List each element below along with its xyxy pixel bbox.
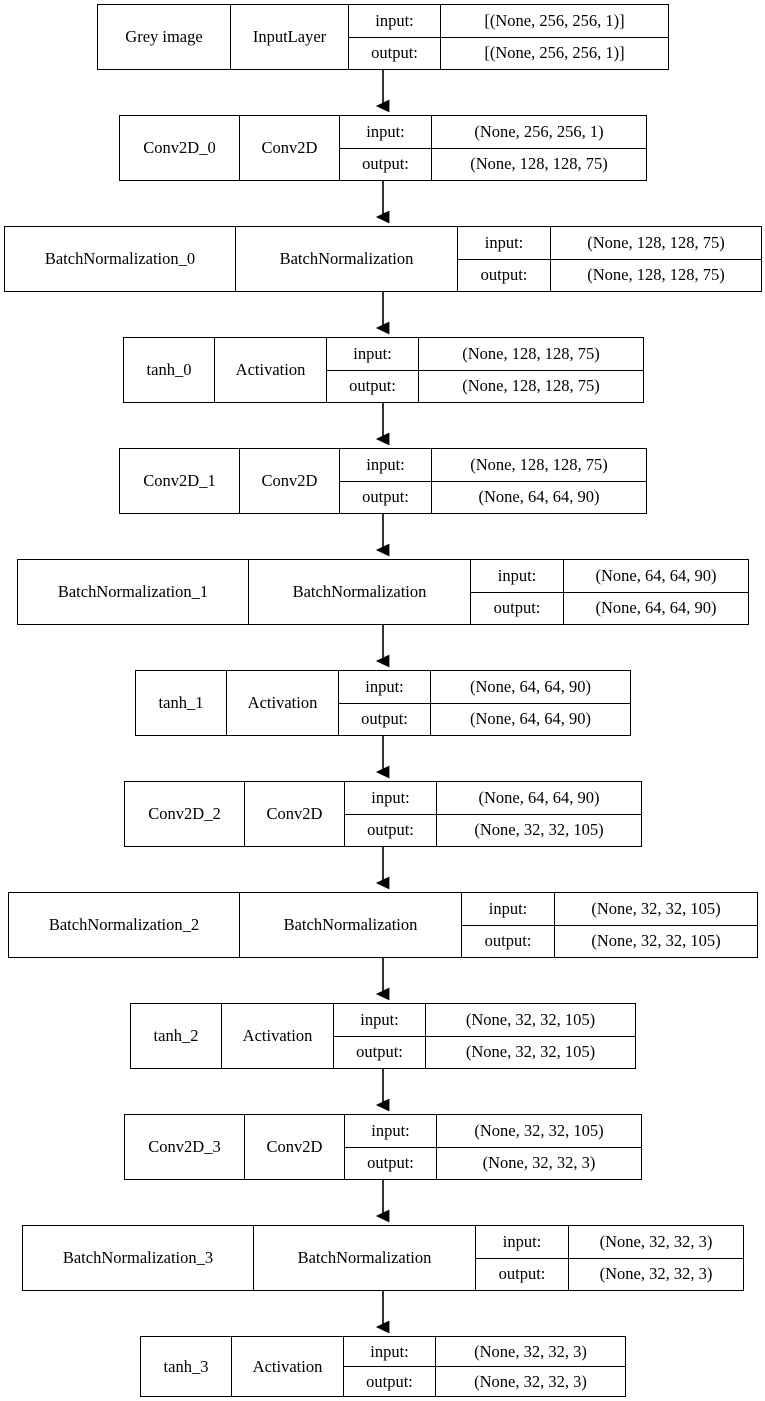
layer-io-block <box>471 560 748 624</box>
output-label: output: <box>327 371 419 403</box>
layer-node[interactable] <box>124 781 642 847</box>
input-label: input: <box>349 5 441 37</box>
layer-name: BatchNormalization_2 <box>9 893 240 957</box>
layer-name: BatchNormalization_3 <box>23 1226 254 1290</box>
layer-output-row <box>458 260 761 292</box>
layer-output-row <box>462 926 757 958</box>
output-shape: (None, 32, 32, 105) <box>474 820 604 840</box>
layer-name: Grey image <box>98 5 231 69</box>
input-label: input: <box>339 671 431 703</box>
output-shape: (None, 128, 128, 75) <box>470 154 608 174</box>
layer-output-row <box>345 815 641 847</box>
input-shape: (None, 128, 128, 75) <box>587 232 725 252</box>
layer-type: Conv2D <box>245 1115 345 1179</box>
layer-name: tanh_1 <box>136 671 227 735</box>
layer-io-block <box>476 1226 743 1290</box>
layer-input-row <box>334 1004 635 1037</box>
layer-input-row <box>476 1226 743 1259</box>
output-shape: (None, 32, 32, 3) <box>474 1371 587 1391</box>
layer-output-row <box>339 704 630 736</box>
output-label: output: <box>462 926 555 958</box>
layer-name: tanh_0 <box>124 338 215 402</box>
input-label: input: <box>458 227 551 259</box>
layer-io-block <box>462 893 757 957</box>
input-shape: (None, 64, 64, 90) <box>595 565 717 585</box>
layer-input-row <box>345 782 641 815</box>
layer-output-row <box>334 1037 635 1069</box>
output-shape: (None, 64, 64, 90) <box>470 709 591 729</box>
layer-output-row <box>344 1367 625 1396</box>
output-shape: (None, 128, 128, 75) <box>462 376 600 396</box>
layer-node[interactable] <box>17 559 749 625</box>
input-label: input: <box>471 560 564 592</box>
layer-type: Conv2D <box>240 449 340 513</box>
layer-name: BatchNormalization_1 <box>18 560 249 624</box>
layer-output-row <box>476 1259 743 1291</box>
layer-input-row <box>344 1337 625 1367</box>
input-label: input: <box>344 1337 436 1366</box>
input-shape: (None, 64, 64, 90) <box>478 787 600 807</box>
layer-input-row <box>327 338 643 371</box>
input-shape: (None, 256, 256, 1) <box>474 121 604 141</box>
output-label: output: <box>344 1367 436 1396</box>
layer-name: tanh_3 <box>141 1337 232 1396</box>
output-label: output: <box>340 149 432 181</box>
layer-io-block <box>344 1337 625 1396</box>
layer-io-block <box>327 338 643 402</box>
layer-type: BatchNormalization <box>249 560 471 624</box>
layer-type: Activation <box>215 338 327 402</box>
layer-type: Conv2D <box>245 782 345 846</box>
layer-type: Conv2D <box>240 116 340 180</box>
input-shape: (None, 32, 32, 3) <box>599 1231 713 1251</box>
output-label: output: <box>334 1037 426 1069</box>
layer-input-row <box>345 1115 641 1148</box>
layer-output-row <box>345 1148 641 1180</box>
layer-input-row <box>340 116 646 149</box>
layer-name: Conv2D_0 <box>120 116 240 180</box>
input-shape: (None, 128, 128, 75) <box>462 343 600 363</box>
output-label: output: <box>476 1259 569 1291</box>
layer-io-block <box>345 1115 641 1179</box>
layer-type: Activation <box>232 1337 344 1396</box>
layer-io-block <box>349 5 668 69</box>
output-shape: (None, 64, 64, 90) <box>478 487 600 507</box>
layer-node[interactable] <box>22 1225 744 1291</box>
layer-io-block <box>334 1004 635 1068</box>
layer-node[interactable] <box>4 226 762 292</box>
output-label: output: <box>340 482 432 514</box>
layer-node[interactable] <box>140 1336 626 1397</box>
layer-node[interactable] <box>123 337 644 403</box>
layer-node[interactable] <box>135 670 631 736</box>
output-label: output: <box>339 704 431 736</box>
layer-output-row <box>349 38 668 70</box>
layer-input-row <box>471 560 748 593</box>
output-shape: (None, 128, 128, 75) <box>587 265 725 285</box>
output-shape: [(None, 256, 256, 1)] <box>484 43 625 63</box>
input-label: input: <box>340 449 432 481</box>
input-label: input: <box>476 1226 569 1258</box>
layer-name: Conv2D_2 <box>125 782 245 846</box>
input-label: input: <box>327 338 419 370</box>
input-shape: (None, 32, 32, 105) <box>474 1120 604 1140</box>
input-shape: (None, 32, 32, 3) <box>474 1341 587 1361</box>
layer-type: BatchNormalization <box>236 227 458 291</box>
layer-type: BatchNormalization <box>254 1226 476 1290</box>
output-label: output: <box>349 38 441 70</box>
layer-input-row <box>339 671 630 704</box>
layer-io-block <box>340 449 646 513</box>
layer-node[interactable] <box>130 1003 636 1069</box>
layer-type: Activation <box>227 671 339 735</box>
input-label: input: <box>340 116 432 148</box>
layer-node[interactable] <box>119 115 647 181</box>
layer-name: Conv2D_1 <box>120 449 240 513</box>
layer-name: BatchNormalization_0 <box>5 227 236 291</box>
output-shape: (None, 64, 64, 90) <box>595 598 717 618</box>
layer-io-block <box>339 671 630 735</box>
layer-type: InputLayer <box>231 5 349 69</box>
input-label: input: <box>334 1004 426 1036</box>
output-label: output: <box>471 593 564 625</box>
layer-input-row <box>349 5 668 38</box>
input-shape: (None, 32, 32, 105) <box>591 898 721 918</box>
layer-output-row <box>471 593 748 625</box>
layer-name: Conv2D_3 <box>125 1115 245 1179</box>
layer-output-row <box>327 371 643 403</box>
layer-input-row <box>462 893 757 926</box>
layer-io-block <box>458 227 761 291</box>
layer-type: BatchNormalization <box>240 893 462 957</box>
input-shape: (None, 128, 128, 75) <box>470 454 608 474</box>
output-shape: (None, 32, 32, 3) <box>599 1264 713 1284</box>
input-shape: [(None, 256, 256, 1)] <box>484 10 625 30</box>
layer-type: Activation <box>222 1004 334 1068</box>
layer-node[interactable] <box>119 448 647 514</box>
input-shape: (None, 32, 32, 105) <box>465 1009 596 1029</box>
layer-input-row <box>458 227 761 260</box>
input-label: input: <box>345 1115 437 1147</box>
output-shape: (None, 32, 32, 105) <box>465 1042 596 1062</box>
output-shape: (None, 32, 32, 3) <box>482 1153 596 1173</box>
output-label: output: <box>458 260 551 292</box>
layer-output-row <box>340 482 646 514</box>
output-label: output: <box>345 815 437 847</box>
layer-name: tanh_2 <box>131 1004 222 1068</box>
layer-io-block <box>340 116 646 180</box>
output-label: output: <box>345 1148 437 1180</box>
layer-node[interactable] <box>8 892 758 958</box>
layer-input-row <box>340 449 646 482</box>
input-shape: (None, 64, 64, 90) <box>470 676 591 696</box>
input-label: input: <box>345 782 437 814</box>
layer-output-row <box>340 149 646 181</box>
output-shape: (None, 32, 32, 105) <box>591 931 721 951</box>
layer-node[interactable] <box>124 1114 642 1180</box>
layer-io-block <box>345 782 641 846</box>
input-label: input: <box>462 893 555 925</box>
layer-node[interactable] <box>97 4 669 70</box>
